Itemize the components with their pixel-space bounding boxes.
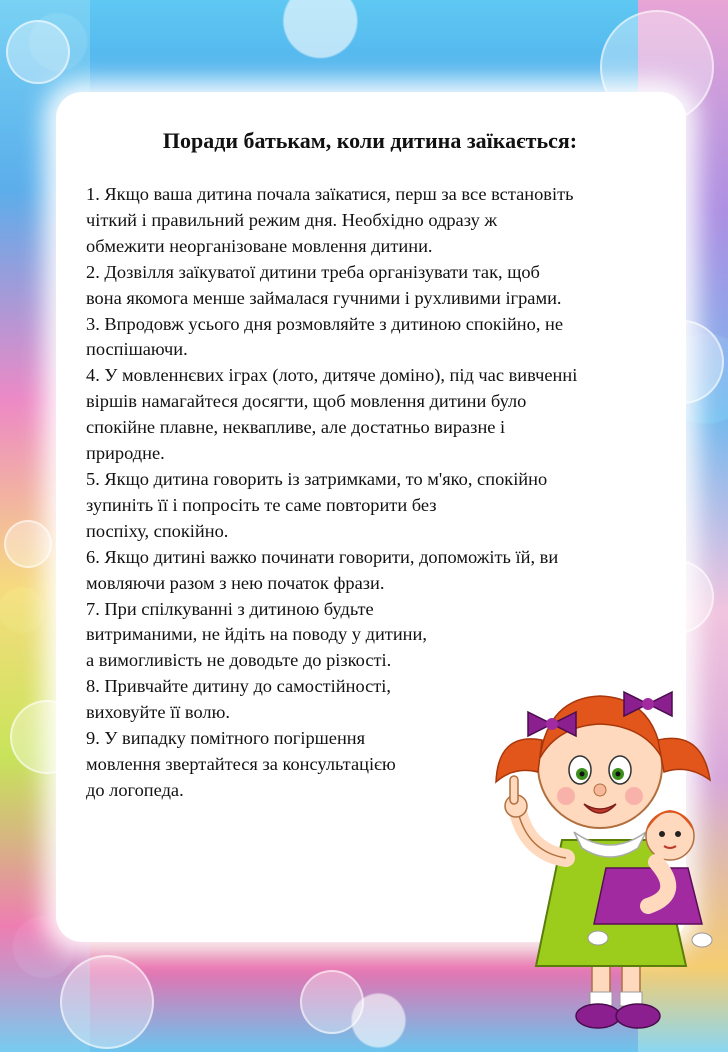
advice-line: 8. Привчайте дитину до самостійності, [86,676,391,697]
advice-line: а вимогливість не доводьте до різкості. [86,650,392,671]
advice-line: 1. Якщо ваша дитина почала заїкатися, перш за все встановіть [86,184,574,204]
advice-line: 6. Якщо дитині важко починати говорити, допоможіть їй, ви [86,546,559,567]
background-bubble [60,955,154,1049]
background-bubble [6,20,70,84]
advice-line: виховуйте її волю. [86,702,230,723]
advice-line: поспіху, спокійно. [86,520,229,541]
advice-line: обмежити неорганізоване мовлення дитини. [86,235,433,256]
girl-with-doll-illustration [488,662,720,1038]
advice-line: чіткий і правильний режим дня. Необхідно одразу ж [86,209,498,230]
advice-line: мовлення звертайтеся за консультацією [86,753,396,774]
page-title: Поради батькам, коли дитина заїкається: [162,128,578,153]
advice-line: витриманими, не йдіть на поводу у дитини, [86,624,427,645]
advice-line: вона якомога менше займалася гучними і рухливими іграми. [86,287,562,308]
advice-line: 2. Дозвілля заїкуватої дитини треба організувати так, щоб [86,261,540,282]
background-bubble [4,520,52,568]
advice-line: поспішаючи. [86,339,188,360]
advice-line: до логопеда. [86,779,184,800]
advice-line: 3. Впродовж усього дня розмовляйте з дитиною спокійно, не [86,313,564,334]
advice-line: зупиніть її і попросіть те саме повторити без [86,494,437,515]
advice-line: віршів намагайтеся досягти, щоб мовлення дитини було [86,391,527,412]
advice-line: 9. У випадку помітного погіршення [86,728,366,749]
advice-line: 7. При спілкуванні з дитиною будьте [86,598,374,619]
advice-line: 5. Якщо дитина говорить із затримками, то м'яко, спокійно [86,468,548,489]
advice-line: 4. У мовленнєвих іграх (лото, дитяче доміно), під час вивченні [86,365,578,386]
advice-line: мовляючи разом з нею початок фрази. [86,572,385,593]
background-bubble [300,970,364,1034]
advice-line: природне. [86,443,165,464]
advice-line: спокійне плавне, неквапливе, але достатньо виразне і [86,417,506,438]
